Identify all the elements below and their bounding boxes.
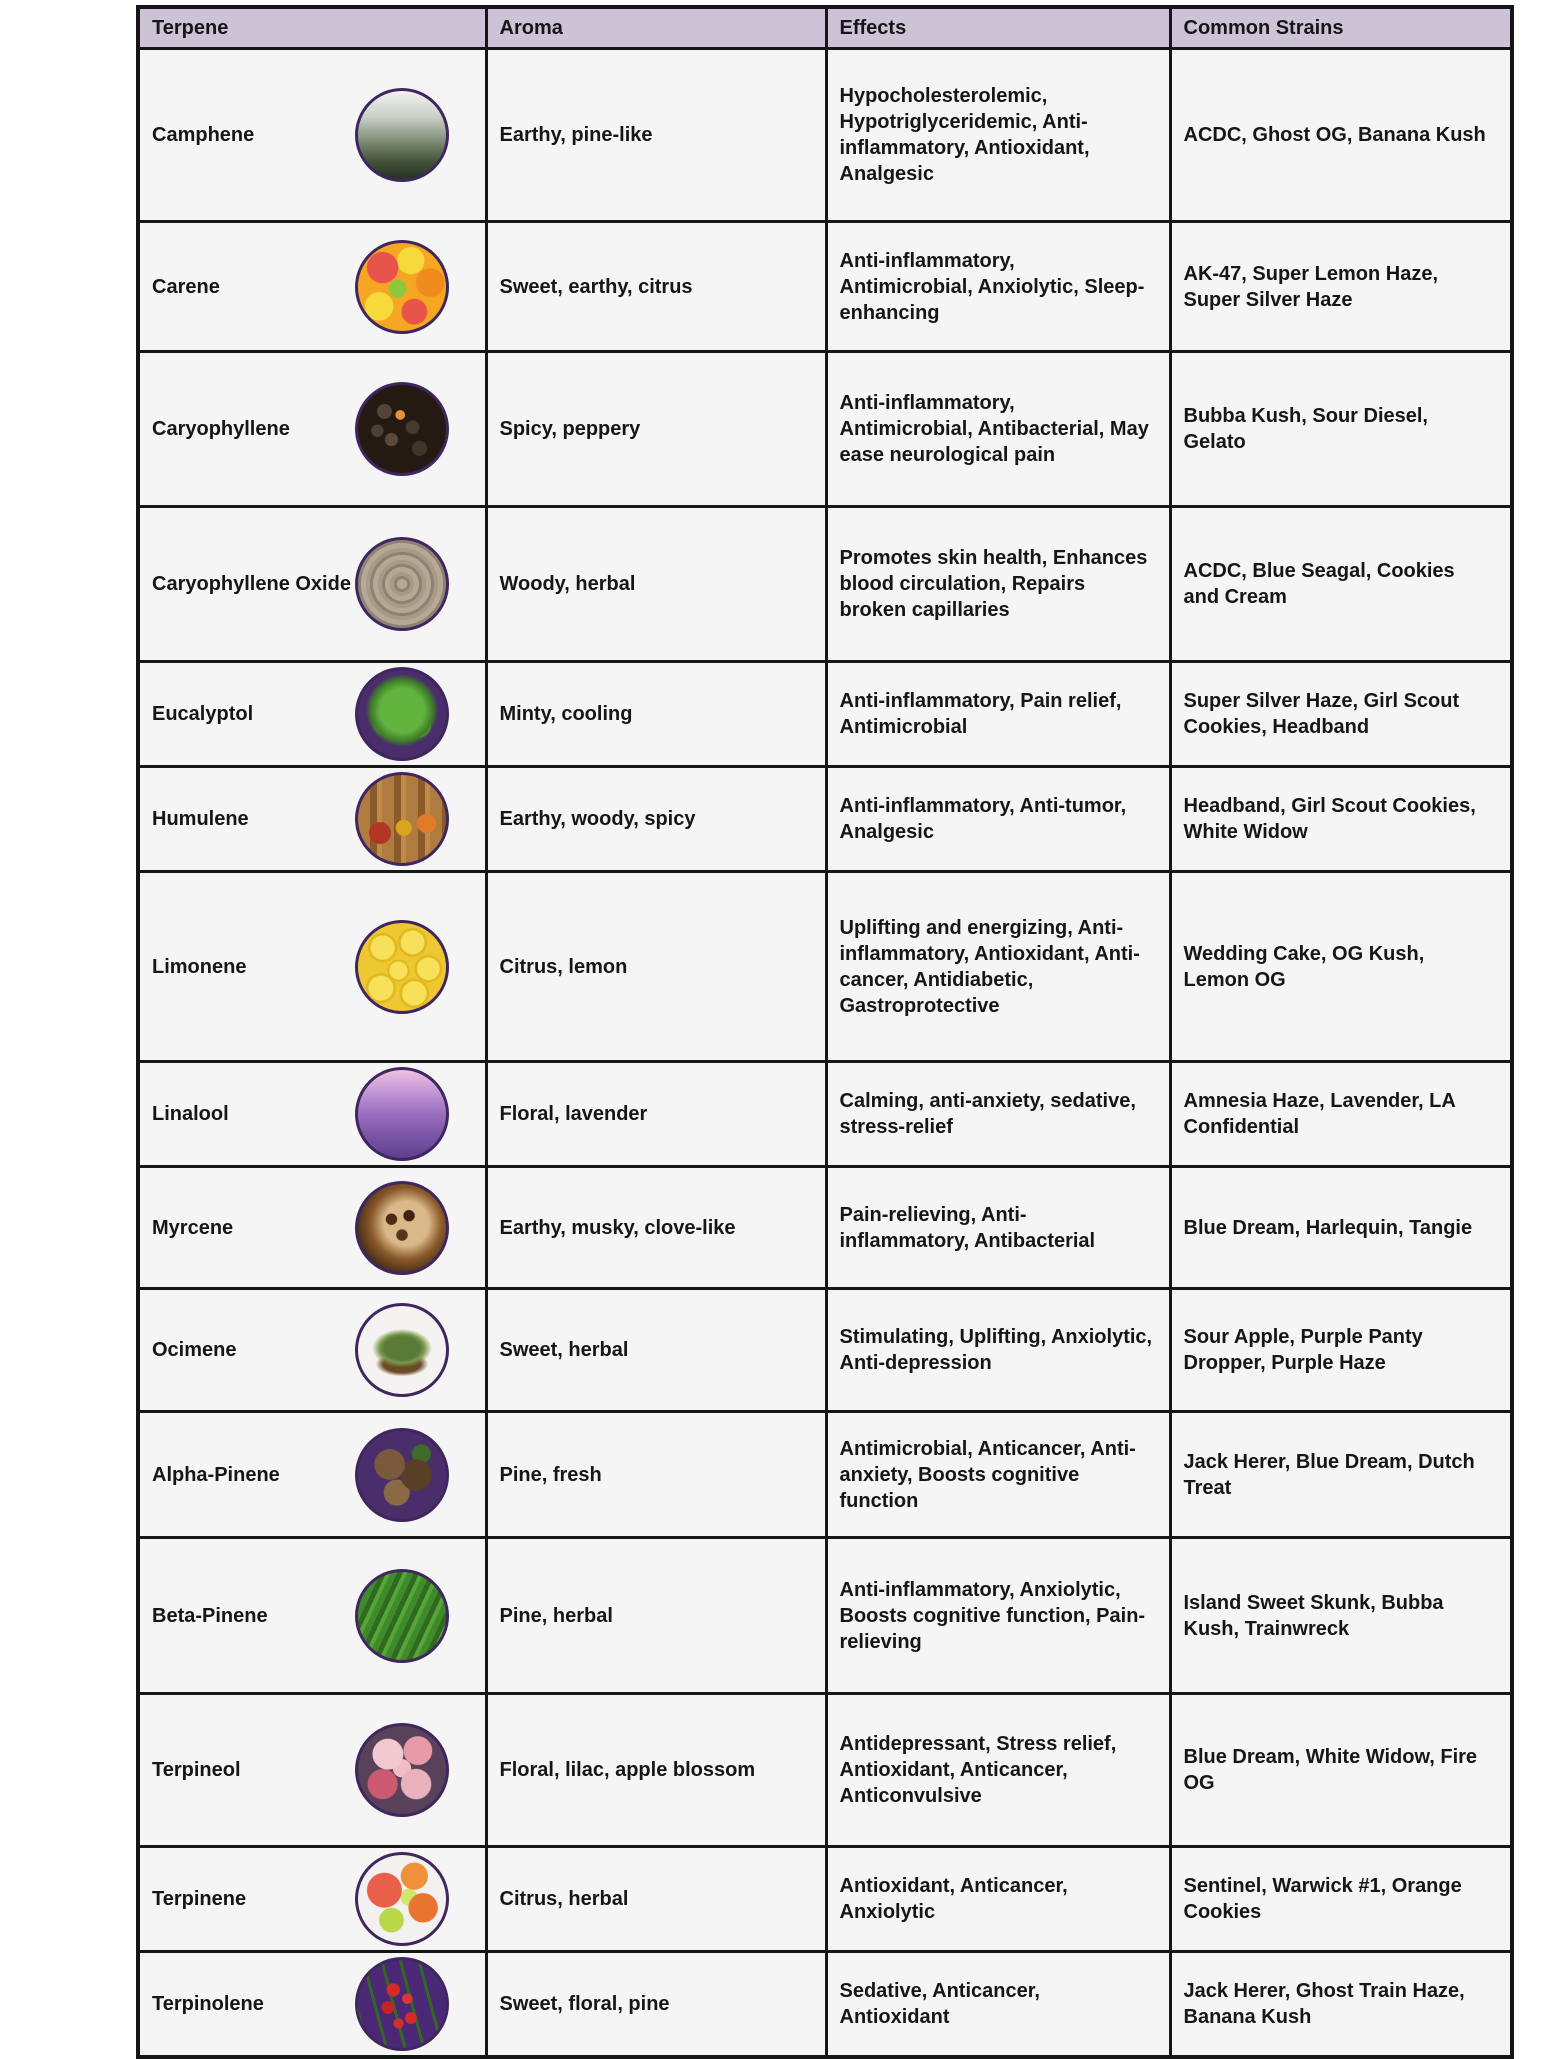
strains-cell: Wedding Cake, OG Kush, Lemon OG: [1170, 872, 1512, 1062]
strains-cell: Island Sweet Skunk, Bubba Kush, Trainwreck: [1170, 1538, 1512, 1694]
aroma-cell: Sweet, floral, pine: [486, 1952, 826, 2058]
terpene-cell: [138, 872, 486, 1062]
aroma-cell: Spicy, peppery: [486, 352, 826, 507]
table-row-caryophyllene-oxide: [138, 507, 1512, 662]
misty-pine-forest-photo: [355, 88, 449, 182]
table-row-ocimene: [138, 1289, 1512, 1412]
strains-cell: Blue Dream, White Widow, Fire OG: [1170, 1694, 1512, 1847]
table-row-terpineol: [138, 1694, 1512, 1847]
terpene-cell: [138, 49, 486, 222]
mint-leaves-photo: [355, 667, 449, 761]
effects-cell: Uplifting and energizing, Anti-inflammatory, Antioxidant, Anti-cancer, Antidiabetic, Gastroprotective: [826, 872, 1170, 1062]
column-header-terpene: Terpene: [138, 7, 486, 49]
table-row-camphene: [138, 49, 1512, 222]
aroma-cell: Pine, herbal: [486, 1538, 826, 1694]
aroma-cell: Earthy, musky, clove-like: [486, 1167, 826, 1289]
terpene-name: Alpha-Pinene: [152, 1463, 280, 1486]
terpene-name: Limonene: [152, 955, 247, 978]
terpene-cell: [138, 1847, 486, 1952]
terpene-name: Terpinene: [152, 1888, 247, 1910]
terpene-cell: [138, 1538, 486, 1694]
table-row-caryophyllene: [138, 352, 1512, 507]
strains-cell: Amnesia Haze, Lavender, LA Confidential: [1170, 1062, 1512, 1167]
table-row-linalool: [138, 1062, 1512, 1167]
terpene-cell: [138, 352, 486, 507]
terpene-name: Eucalyptol: [152, 703, 254, 725]
aroma-cell: Woody, herbal: [486, 507, 826, 662]
terpene-name: Caryophyllene Oxide: [152, 573, 351, 595]
aroma-cell: Floral, lilac, apple blossom: [486, 1694, 826, 1847]
effects-cell: Antioxidant, Anticancer, Anxiolytic: [826, 1847, 1170, 1952]
aroma-cell: Earthy, pine-like: [486, 49, 826, 222]
terpene-name: Myrcene: [152, 1216, 234, 1239]
terpene-cell: [138, 222, 486, 352]
pink-blossoms-photo: [355, 1723, 449, 1817]
table-row-limonene: [138, 872, 1512, 1062]
spice-spoons-photo: [355, 772, 449, 866]
mixed-citrus-fruits-photo: [355, 240, 449, 334]
effects-cell: Anti-inflammatory, Anti-tumor, Analgesic: [826, 767, 1170, 872]
pine-cones-photo: [355, 1428, 449, 1522]
header-row: [138, 7, 1512, 49]
strains-cell: Jack Herer, Ghost Train Haze, Banana Kush: [1170, 1952, 1512, 2058]
terpene-cell: [138, 1952, 486, 2058]
terpene-cell: [138, 1062, 486, 1167]
aroma-cell: Sweet, herbal: [486, 1289, 826, 1412]
table-row-terpinolene: [138, 1952, 1512, 2058]
aroma-cell: Pine, fresh: [486, 1412, 826, 1538]
strains-cell: Headband, Girl Scout Cookies, White Widow: [1170, 767, 1512, 872]
effects-cell: Anti-inflammatory, Anxiolytic, Boosts cognitive function, Pain-relieving: [826, 1538, 1170, 1694]
terpene-name: Ocimene: [152, 1339, 237, 1361]
strains-cell: Sentinel, Warwick #1, Orange Cookies: [1170, 1847, 1512, 1952]
effects-cell: Stimulating, Uplifting, Anxiolytic, Anti-depression: [826, 1289, 1170, 1412]
terpene-name: Caryophyllene: [152, 418, 290, 440]
effects-cell: Hypocholesterolemic, Hypotriglyceridemic, Anti-inflammatory, Antioxidant, Analgesic: [826, 49, 1170, 222]
column-header-effects: Effects: [826, 7, 1170, 49]
effects-cell: Antimicrobial, Anticancer, Anti-anxiety, Boosts cognitive function: [826, 1412, 1170, 1538]
column-header-aroma: Aroma: [486, 7, 826, 49]
terpene-name: Camphene: [152, 124, 255, 146]
terpene-cell: [138, 662, 486, 767]
effects-cell: Anti-inflammatory, Antimicrobial, Antibacterial, May ease neurological pain: [826, 352, 1170, 507]
terpene-cell: [138, 1167, 486, 1289]
terpene-cell: [138, 1412, 486, 1538]
aroma-cell: Earthy, woody, spicy: [486, 767, 826, 872]
effects-cell: Anti-inflammatory, Pain relief, Antimicrobial: [826, 662, 1170, 767]
strains-cell: AK-47, Super Lemon Haze, Super Silver Haze: [1170, 222, 1512, 352]
red-berries-and-pine-photo: [355, 1957, 449, 2051]
effects-cell: Anti-inflammatory, Antimicrobial, Anxiolytic, Sleep-enhancing: [826, 222, 1170, 352]
terpene-name: Linalool: [152, 1103, 229, 1125]
column-header-common-strains: Common Strains: [1170, 7, 1512, 49]
terpene-cell: [138, 1289, 486, 1412]
lavender-field-photo: [355, 1067, 449, 1161]
wood-cross-section-photo: [355, 537, 449, 631]
terpene-name: Terpinolene: [152, 1993, 264, 2015]
aroma-cell: Sweet, earthy, citrus: [486, 222, 826, 352]
strains-cell: Sour Apple, Purple Panty Dropper, Purple Haze: [1170, 1289, 1512, 1412]
table-row-eucalyptol: [138, 662, 1512, 767]
terpene-name: Terpineol: [152, 1759, 241, 1781]
strains-cell: Jack Herer, Blue Dream, Dutch Treat: [1170, 1412, 1512, 1538]
effects-cell: Sedative, Anticancer, Antioxidant: [826, 1952, 1170, 2058]
strains-cell: ACDC, Ghost OG, Banana Kush: [1170, 49, 1512, 222]
strains-cell: ACDC, Blue Seagal, Cookies and Cream: [1170, 507, 1512, 662]
aroma-cell: Citrus, lemon: [486, 872, 826, 1062]
aroma-cell: Floral, lavender: [486, 1062, 826, 1167]
citrus-slices-photo: [355, 1852, 449, 1946]
pine-needles-photo: [355, 1569, 449, 1663]
effects-cell: Antidepressant, Stress relief, Antioxidant, Anticancer, Anticonvulsive: [826, 1694, 1170, 1847]
terpene-name: Humulene: [152, 808, 249, 830]
strains-cell: Super Silver Haze, Girl Scout Cookies, Headband: [1170, 662, 1512, 767]
table-row-beta-pinene: [138, 1538, 1512, 1694]
terpene-cell: [138, 507, 486, 662]
aroma-cell: Minty, cooling: [486, 662, 826, 767]
table-row-humulene: [138, 767, 1512, 872]
effects-cell: Calming, anti-anxiety, sedative, stress-relief: [826, 1062, 1170, 1167]
effects-cell: Promotes skin health, Enhances blood circulation, Repairs broken capillaries: [826, 507, 1170, 662]
strains-cell: Bubba Kush, Sour Diesel, Gelato: [1170, 352, 1512, 507]
terpene-cell: [138, 767, 486, 872]
terpene-cell: [138, 1694, 486, 1847]
effects-cell: Pain-relieving, Anti-inflammatory, Antibacterial: [826, 1167, 1170, 1289]
terpene-name: Carene: [152, 275, 220, 298]
aroma-cell: Citrus, herbal: [486, 1847, 826, 1952]
herb-salad-bowl-photo: [355, 1303, 449, 1397]
cloves-in-bowl-photo: [355, 1181, 449, 1275]
black-peppercorns-photo: [355, 382, 449, 476]
terpene-name: Beta-Pinene: [152, 1604, 268, 1627]
table-row-carene: [138, 222, 1512, 352]
strains-cell: Blue Dream, Harlequin, Tangie: [1170, 1167, 1512, 1289]
table-row-terpinene: [138, 1847, 1512, 1952]
table-row-alpha-pinene: [138, 1412, 1512, 1538]
terpene-table: [136, 5, 1514, 2059]
table-row-myrcene: [138, 1167, 1512, 1289]
lemon-slices-photo: [355, 920, 449, 1014]
